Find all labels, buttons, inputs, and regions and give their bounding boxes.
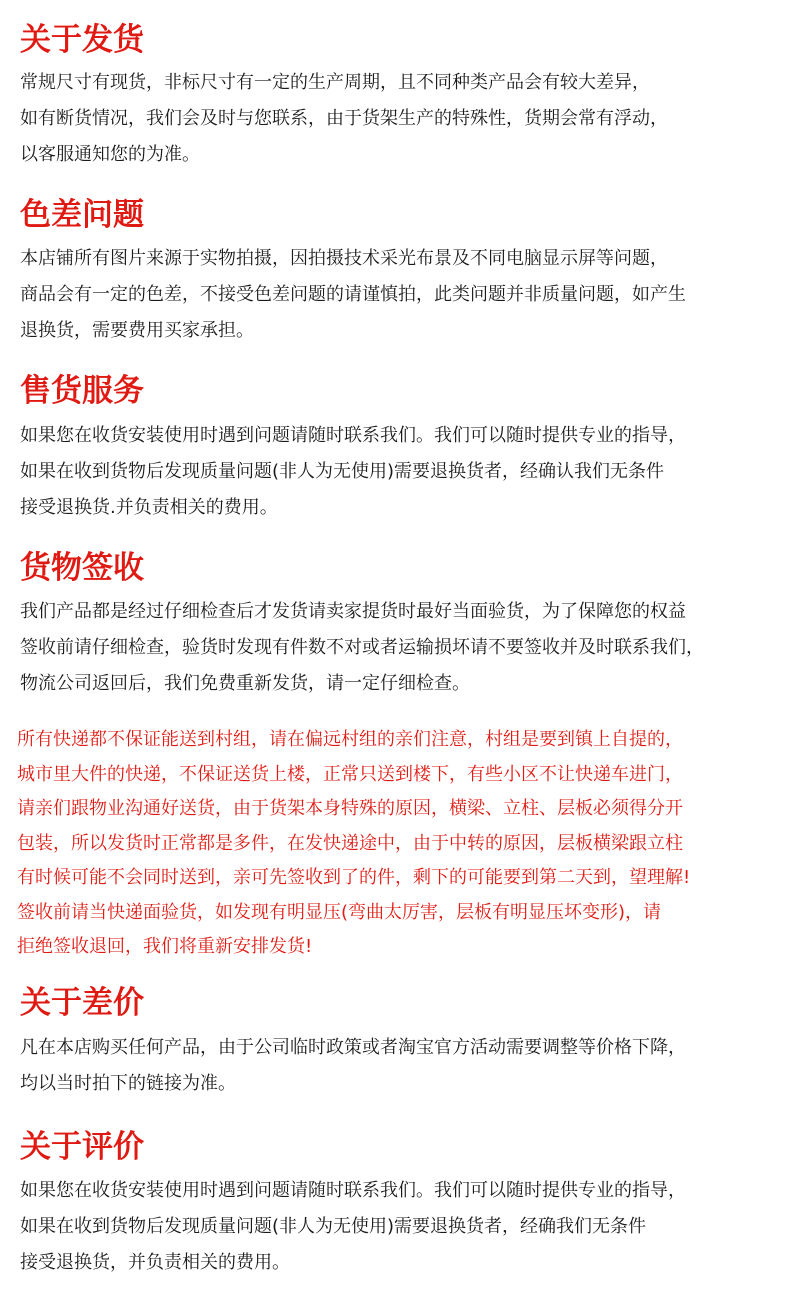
section-body-goods-receipt [20,594,704,702]
text-line: 物流公司返回后，我们免费重新发货，请一定仔细检查。 [20,673,470,694]
text-line: 我们产品都是经过仔细检查后才发货请卖家提货时最好当面验货，为了保障您的权益 [20,601,686,622]
delivery-notice [17,723,690,965]
notice-line: 签收前请当快递面验货，如发现有明显压(弯曲太厉害，层板有明显压坏变形)，请 [17,901,662,923]
section-body-shipping [20,65,668,173]
text-line: 均以当时拍下的链接为准。 [20,1073,236,1094]
section-title-after-sales: 售货服务 [20,373,144,409]
section-title-shipping: 关于发货 [20,22,144,58]
text-line: 商品会有一定的色差，不接受色差问题的请谨慎拍，此类问题并非质量问题，如产生 [20,284,686,305]
text-line: 接受退换货，并负责相关的费用。 [20,1252,290,1273]
text-line: 如果在收到货物后发现质量问题(非人为无使用)需要退换货者，经确我们无条件 [20,1216,647,1237]
notice-line: 有时候可能不会同时送到，亲可先签收到了的件，剩下的可能要到第二天到，望理解! [17,867,691,888]
text-line: 以客服通知您的为准。 [20,144,200,165]
text-line: 接受退换货.并负责相关的费用。 [20,497,278,518]
notice-line: 城市里大件的快递，不保证送货上楼，正常只送到楼下，有些小区不让快递车进门， [17,763,683,785]
text-line: 本店铺所有图片来源于实物拍摄，因拍摄技术采光布景及不同电脑显示屏等问题， [20,248,668,269]
section-body-color-difference [20,241,686,349]
notice-line: 请亲们跟物业沟通好送货，由于货架本身特殊的原因，横梁、立柱、层板必须得分开 [17,798,683,819]
notice-line: 拒绝签收退回，我们将重新安排发货! [17,936,313,957]
text-line: 凡在本店购买任何产品，由于公司临时政策或者淘宝官方活动需要调整等价格下降， [20,1037,686,1058]
notice-line: 所有快递都不保证能送到村组，请在偏远村组的亲们注意，村组是要到镇上自提的， [17,729,683,750]
section-body-reviews [20,1173,686,1281]
section-body-price-difference [20,1030,686,1102]
section-title-color-difference: 色差问题 [20,197,144,233]
text-line: 签收前请仔细检查，验货时发现有件数不对或者运输损坏请不要签收并及时联系我们， [20,637,704,658]
section-title-price-difference: 关于差价 [20,985,144,1021]
section-title-goods-receipt: 货物签收 [20,550,144,586]
text-line: 退换货，需要费用买家承担。 [20,320,254,341]
text-line: 常规尺寸有现货，非标尺寸有一定的生产周期，且不同种类产品会有较大差异， [20,72,650,93]
text-line: 如果在收到货物后发现质量问题(非人为无使用)需要退换货者，经确认我们无条件 [20,461,665,482]
text-line: 如果您在收货安装使用时遇到问题请随时联系我们。我们可以随时提供专业的指导， [20,1180,686,1201]
section-title-reviews: 关于评价 [20,1129,144,1165]
notice-line: 包装，所以发货时正常都是多件，在发快递途中，由于中转的原因，层板横梁跟立柱 [17,832,683,854]
text-line: 如果您在收货安装使用时遇到问题请随时联系我们。我们可以随时提供专业的指导， [20,425,686,446]
section-body-after-sales [20,418,686,526]
text-line: 如有断货情况，我们会及时与您联系，由于货架生产的特殊性，货期会常有浮动， [20,108,668,129]
